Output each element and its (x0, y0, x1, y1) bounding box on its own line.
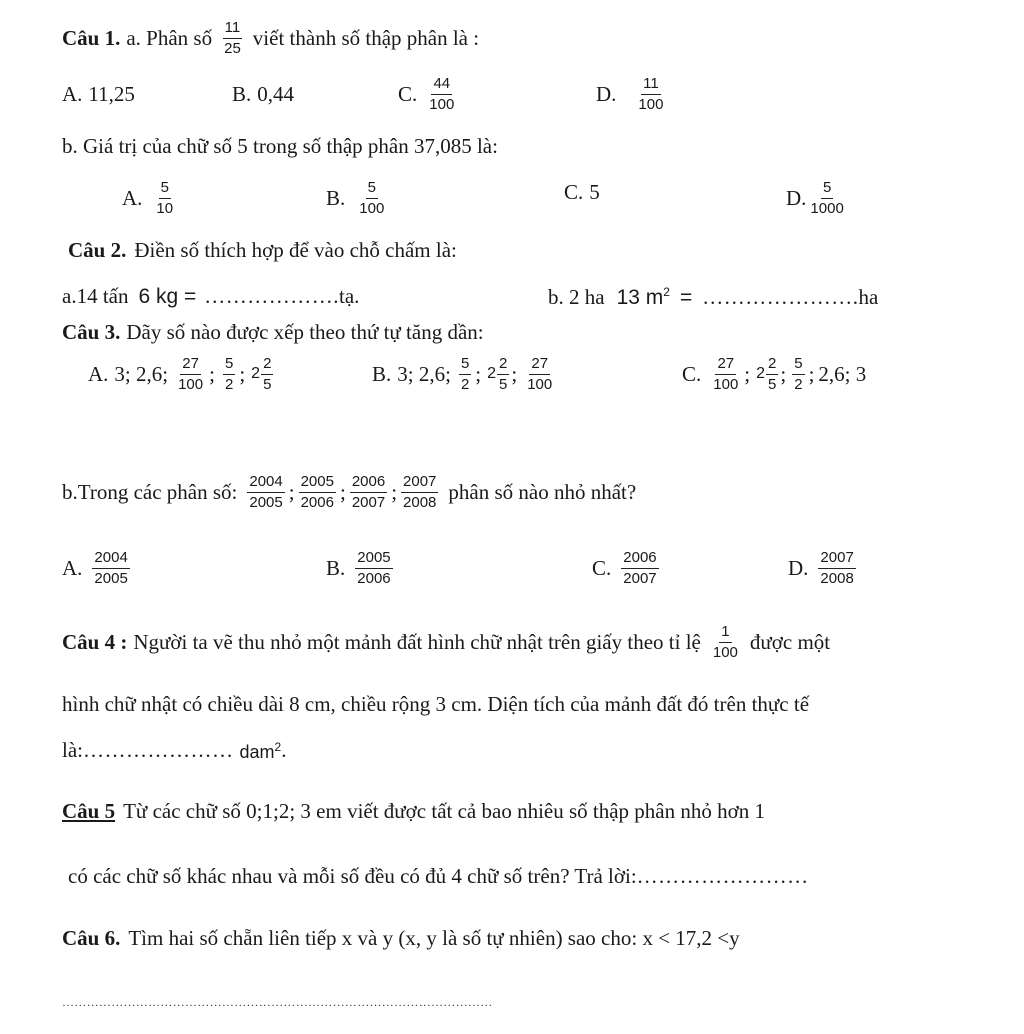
cau4-line1: Câu 4 : Người ta vẽ thu nhỏ một mảnh đất hình chữ nhật trên giấy theo tỉ lệ $\frac{1}{100}$ được một (62, 623, 831, 661)
cau1-a-option-d: D. $\frac{11}{100}$ (596, 75, 664, 113)
cau1-a-option-a: A. 11,25 (62, 82, 135, 106)
cau1-b-option-a: A. $\frac{5}{10}$ (122, 179, 174, 217)
cau4-line3: là: ………………… dam$^2$ . (62, 738, 287, 762)
cau3-question: Câu 3. Dãy số nào được xếp theo thứ tự tăng dần: (62, 320, 484, 344)
cau2-a: a.14 tấn 6 kg = ………………. tạ. (62, 284, 360, 308)
cau1-b-option-b: B. $\frac{5}{100}$ (326, 179, 385, 217)
cau5-line2: có các chữ số khác nhau và mỗi số đều có đủ 4 chữ số trên? Trả lời: …………………… (68, 864, 809, 888)
cau1-a-fraction: $\frac{11}{25}$ (224, 19, 241, 57)
cau5-line1: Câu 5 Từ các chữ số 0;1;2; 3 em viết được tất cả bao nhiêu số thập phân nhỏ hơn 1 (62, 799, 765, 823)
cau1-label: Câu 1. (62, 25, 121, 50)
cau3-b-option-c: C. $\frac{2006}{2007}$ (592, 549, 657, 587)
cau1-a-option-b: B. 0,44 (232, 82, 295, 106)
cau3-b-option-a: A. $\frac{2004}{2005}$ (62, 549, 128, 587)
cau3-option-a: A. 3; 2,6; $\frac{27}{100}$ ; $\frac{5}{2}$ ; 2 $\frac{2}{5}$ (88, 355, 272, 393)
cau6-question: Câu 6. Tìm hai số chẵn liên tiếp x và y (x, y là số tự nhiên) sao cho: x < 17,2 <y (62, 926, 740, 950)
cau1-a-option-c: C. $\frac{44}{100}$ (398, 75, 455, 113)
cau3-option-b: B. 3; 2,6; $\frac{5}{2}$ ; 2 $\frac{2}{5}$ ; $\frac{27}{100}$ (372, 355, 553, 393)
cau1-b-option-d: D. $\frac{5}{1000}$ (786, 179, 844, 217)
cau3-b-question: b.Trong các phân số: $\frac{2004}{2005}$ ; $\frac{2005}{2006}$ ; $\frac{2006}{2007}$ ; $\frac{2007}{2008}$ phân số nào nhỏ nhất? (62, 473, 637, 511)
cau1-a-suffix: viết thành số thập phân là : (252, 25, 480, 50)
cau6-answer-line: …………………………………………………………………………………………… (62, 995, 493, 1009)
cau1-a-question (62, 20, 479, 57)
cau4-line2: hình chữ nhật có chiều dài 8 cm, chiều rộng 3 cm. Diện tích của mảnh đất đó trên thực tế (62, 692, 810, 716)
cau2-question: Câu 2. Điền số thích hợp để vào chỗ chấm là: (68, 238, 457, 262)
cau1-b-option-c: C. 5 (564, 180, 600, 204)
cau3-b-option-d: D. $\frac{2007}{2008}$ (788, 549, 854, 587)
cau1-b-question: b. Giá trị của chữ số 5 trong số thập phân 37,085 là: (62, 134, 498, 158)
cau3-b-option-b: B. $\frac{2005}{2006}$ (326, 549, 391, 587)
cau2-b: b. 2 ha 13 $m^2$ = …………………. ha (548, 284, 879, 309)
cau1-a-prefix: a. Phân số (126, 25, 213, 50)
cau3-option-c: C. $\frac{27}{100}$ ; 2 $\frac{2}{5}$ ; $\frac{5}{2}$ ; 2,6; 3 (682, 355, 867, 393)
